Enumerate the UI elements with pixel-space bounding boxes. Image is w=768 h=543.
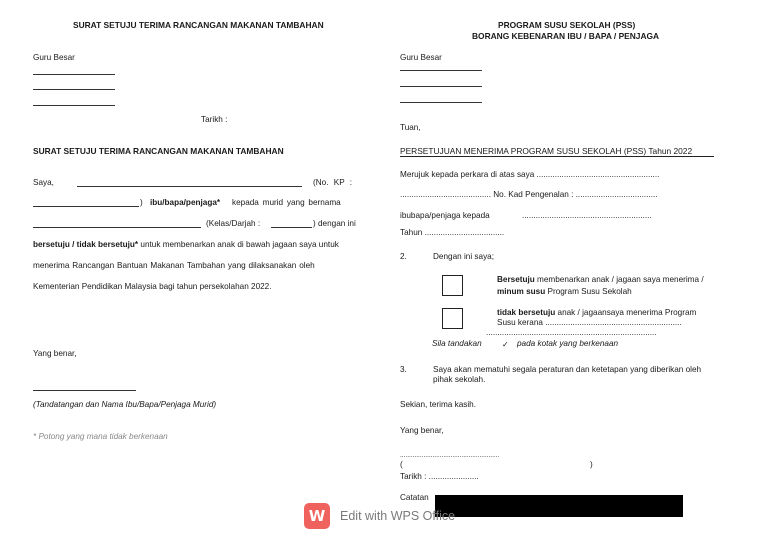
left-heading: SURAT SETUJU TERIMA RANCANGAN MAKANAN TAMBAHAN <box>33 146 284 156</box>
right-address-line-3 <box>400 102 482 103</box>
ibubapa-dots: ......................................................... <box>522 211 652 220</box>
para-l3-kelas: (Kelas/Darjah : <box>206 219 261 228</box>
right-address-line-2 <box>400 86 482 87</box>
left-form <box>33 0 368 543</box>
opt1-bold: Bersetuju <box>497 275 535 284</box>
para-l4-tail: untuk membenarkan anak di bawah jagaan saya untuk <box>138 240 339 249</box>
para-saya: Saya, <box>33 178 54 187</box>
wps-logo-icon <box>304 503 330 529</box>
sila-tail: pada kotak yang berkenaan <box>517 339 619 348</box>
kp-line <box>33 206 139 207</box>
paren-close: ) <box>590 460 593 469</box>
paren-open: ( <box>400 460 403 469</box>
checkbox-bersetuju[interactable] <box>442 275 463 296</box>
catatan: Catatan <box>400 493 429 502</box>
left-tarikh: Tarikh : <box>201 115 228 124</box>
right-guru-besar: Guru Besar <box>400 53 442 62</box>
item2-number: 2. <box>400 252 407 261</box>
right-title-2: BORANG KEBENARAN IBU / BAPA / PENJAGA <box>472 31 660 41</box>
opt1-line2-text: Program Susu Sekolah <box>545 287 632 296</box>
signature-line <box>33 390 136 391</box>
sila-tandakan: Sila tandakan <box>432 339 482 348</box>
left-yang-benar: Yang benar, <box>33 349 77 358</box>
opt2-line2: Susu kerana ............................................................ <box>497 318 682 327</box>
address-line-3 <box>33 105 115 106</box>
opt2-text: anak / jagaansaya menerima Program <box>555 308 697 317</box>
name-line <box>77 186 302 187</box>
para-l2-role: ibu/bapa/penjaga* <box>150 198 221 207</box>
tick-icon: ✓ <box>502 340 509 349</box>
murid-line <box>33 227 201 228</box>
sign-dots: ....................................................... <box>400 452 500 459</box>
para-l4-choice: bersetuju / tidak bersetuju* <box>33 240 139 249</box>
checkbox-tidak-bersetuju[interactable] <box>442 308 463 329</box>
item3-line1: Saya akan mematuhi segala peraturan dan ketetapan yang diberikan oleh <box>433 365 702 374</box>
no-kad-line: ........................................ No. Kad Pengenalan : .................................... <box>400 190 658 199</box>
right-form <box>400 0 735 543</box>
ibubapa-label: ibubapa/penjaga kepada <box>400 211 490 220</box>
right-tuan: Tuan, <box>400 123 421 132</box>
para-no-kp: (No. KP : <box>313 178 353 187</box>
item3-line2: pihak sekolah. <box>433 375 486 384</box>
para-l6: Kementerian Pendidikan Malaysia bagi tahun persekolahan 2022. <box>33 282 272 291</box>
wps-logo-letter: W <box>308 507 326 525</box>
left-guru-besar: Guru Besar <box>33 53 75 62</box>
para-l5: menerima Rancangan Bantuan Makanan Tambahan yang dilaksanakan oleh <box>33 261 315 270</box>
footnote: * Potong yang mana tidak berkenaan <box>33 432 168 441</box>
opt1-text: membenarkan anak / jagaan saya menerima / <box>534 275 704 284</box>
opt2-line3: ........................................................................... <box>486 328 657 337</box>
right-yang-benar: Yang benar, <box>400 426 444 435</box>
right-title-1: PROGRAM SUSU SEKOLAH (PSS) <box>498 20 636 30</box>
left-title: SURAT SETUJU TERIMA RANCANGAN MAKANAN TAMBAHAN <box>73 20 324 30</box>
address-line-2 <box>33 89 115 90</box>
para-l2-tail: kepada murid yang bernama <box>232 198 341 207</box>
tahun-line: Tahun ................................... <box>400 228 505 237</box>
sekian: Sekian, terima kasih. <box>400 400 476 409</box>
kelas-line <box>271 227 312 228</box>
opt1-line2-bold: minum susu <box>497 287 546 296</box>
right-heading: PERSETUJUAN MENERIMA PROGRAM SUSU SEKOLAH (PSS) Tahun 2022 <box>400 146 714 157</box>
address-line-1 <box>33 74 115 75</box>
para-l2-paren: ) <box>140 198 143 207</box>
para-l3-tail: ) dengan ini <box>313 219 356 228</box>
wps-watermark-text: Edit with WPS Office <box>340 509 456 523</box>
redaction-block <box>435 495 683 517</box>
right-tarikh: Tarikh : ...................... <box>400 472 479 481</box>
right-address-line-1 <box>400 70 482 71</box>
opt2-bold: tidak bersetuju <box>497 308 556 317</box>
signature-caption: (Tandatangan dan Nama Ibu/Bapa/Penjaga Murid) <box>33 400 217 409</box>
item2-text: Dengan ini saya; <box>433 252 494 261</box>
merujuk-line: Merujuk kepada perkara di atas saya ...................................................... <box>400 170 660 179</box>
item3-number: 3. <box>400 365 407 374</box>
